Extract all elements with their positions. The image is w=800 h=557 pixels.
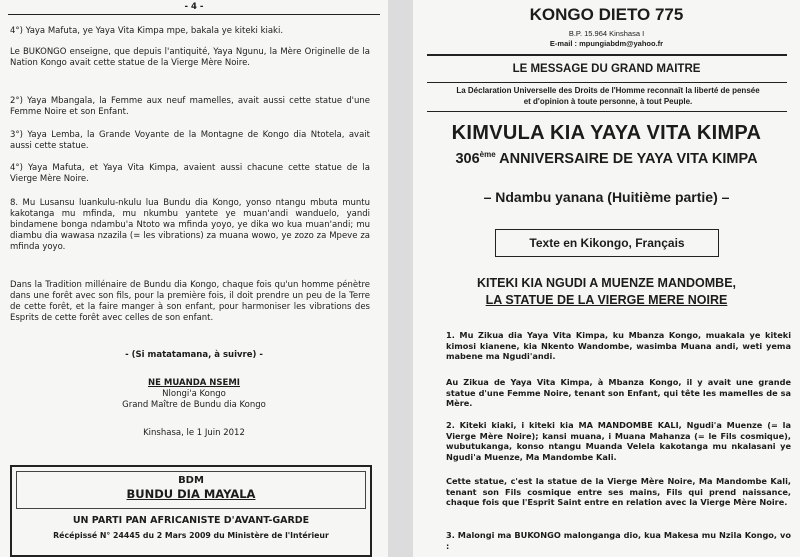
paragraph: Au Zikua de Yaya Vita Kimpa, à Mbanza Kongo, il y avait une grande statue d'une Femme Noire, tenant son Enfant, qui tête les mamelles de sa Mère. — [446, 377, 791, 408]
paragraph: 2°) Yaya Mbangala, la Femme aux neuf mamelles, avait aussi cette statue d'une Femme Noire et son Enfant. — [10, 96, 370, 117]
email: E-mail : mpungiabdm@yahoo.fr — [549, 39, 664, 48]
part-heading: – Ndambu yanana (Huitième partie) – — [483, 189, 730, 205]
subtitle-1: KITEKI KIA NGUDI A MUENZE MANDOMBE, — [476, 276, 737, 290]
paragraph: 4°) Yaya Mafuta, et Yaya Vita Kimpa, avaient aussi chacune cette statue de la Vierge Mère Noire. — [10, 163, 370, 184]
signature-title: Nlongi'a Kongo — [162, 389, 226, 399]
newspaper-title: KONGO DIETO 775 — [529, 5, 684, 24]
paragraph: Le BUKONGO enseigne, que depuis l'antiquité, Yaya Ngunu, la Mère Originelle de la Nation Kongo avait cette statue de la Vierge Mère Noire. — [10, 47, 370, 68]
paragraph: 1. Mu Zikua dia Yaya Vita Kimpa, ku Mbanza Kongo, muakala ye kiteki kimosi kianene, kia Nkento Wandombe, wasimba Muana andi, weti yema mabene ma Ngudi'andi. — [446, 330, 791, 361]
anniversary-suffix: ème — [479, 150, 496, 159]
right-page — [413, 0, 800, 557]
header-rule — [8, 14, 380, 15]
bdm-tagline: UN PARTI PAN AFRICANISTE D'AVANT-GARDE — [72, 515, 310, 526]
paragraph: 3°) Yaya Lemba, la Grande Voyante de la Montagne de Kongo dia Ntotela, avait aussi cette statue. — [10, 130, 370, 151]
place-date: Kinshasa, le 1 Juin 2012 — [143, 428, 245, 438]
top-rule — [427, 54, 787, 56]
page-gutter — [388, 0, 413, 557]
continued-note: - (Si matatamana, à suivre) - — [125, 350, 263, 360]
paragraph: 3. Malongi ma BUKONGO malonganga dio, kua Makesa mu Nzila Kongo, vo : — [446, 530, 791, 551]
language-box: Texte en Kikongo, Français — [495, 229, 719, 257]
paragraph: 8. Mu Lusansu luankulu-nkulu lua Bundu dia Kongo, yonso ntangu mbuta muntu kakotanga mu mfinda, mu nkumbu yantete ye muan'andi wanduelo, yandi bindamene bonga ndambu'a Ntoto wa mfinda yoyo, ye dika wo kua muan'andi; mu diambu dia wawasa nzazila (= les vibrations) za muana wowo, ye zozo za Mpeve za mfinda yoyo. — [10, 198, 370, 252]
anniversary-text: ANNIVERSAIRE DE YAYA VITA KIMPA — [495, 150, 758, 167]
section-title: LE MESSAGE DU GRAND MAITRE — [512, 63, 701, 75]
bdm-registration: Récépissé N° 24445 du 2 Mars 2009 du Ministère de l'Intérieur — [53, 531, 329, 540]
declaration-rule — [427, 111, 787, 112]
paragraph: Dans la Tradition millénaire de Bundu dia Kongo, chaque fois qu'un homme pénètre dans une forêt avec son fils, pour la première fois, il doit prendre un peu de la Terre de cette forêt, et la faire manger à son enfant, pour harmoniser les vibrations des Esprits de cette forêt avec celles de son enfant. — [10, 280, 370, 323]
signature-role: Grand Maître de Bundu dia Kongo — [122, 400, 266, 410]
bdm-footer-box — [10, 465, 372, 557]
address: B.P. 15.964 Kinshasa I — [568, 29, 645, 38]
paragraph: 4°) Yaya Mafuta, ye Yaya Vita Kimpa mpe, bakala ye kiteki kiaki. — [10, 26, 284, 36]
signature-name: NE MUANDA NSEMI — [148, 378, 240, 388]
section-rule — [427, 82, 787, 83]
subtitle-2: LA STATUE DE LA VIERGE MERE NOIRE — [485, 293, 728, 307]
paragraph: Cette statue, c'est la statue de la Vierge Mère Noire, Ma Mandombe Kali, tenant son Fils cosmique entre ses mains, Fils qui prend naissance, chaque fois que l'Esprit Saint entre en relation avec la Vierge Mère Noire. — [446, 476, 791, 507]
left-page — [0, 0, 388, 557]
paragraph: 2. Kiteki kiaki, i kiteki kia MA MANDOMBE KALI, Ngudi'a Muenze (= la Vierge Mère Noire); kansi muana, i Muana Mahanza (= le Fils cosmique), wubutukanga, konso ntangu Muanda Velela kakotanga mu nkalasani ye Ngudi'a Muenze, Ma Mandombe Kali. — [446, 420, 791, 462]
declaration: La Déclaration Universelle des Droits de l'Homme reconnaît la liberté de pensée et d'opinion à toute personne, à tout Peuple. — [456, 86, 760, 106]
bdm-name-box — [16, 471, 366, 509]
anniversary-line — [413, 150, 800, 167]
bdm-name: BUNDU DIA MAYALA — [126, 487, 256, 501]
bdm-abbr: BDM — [178, 475, 204, 486]
anniversary-number: 306 — [455, 150, 480, 167]
main-title: KIMVULA KIA YAYA VITA KIMPA — [451, 122, 762, 144]
page-number: - 4 - — [184, 2, 204, 12]
